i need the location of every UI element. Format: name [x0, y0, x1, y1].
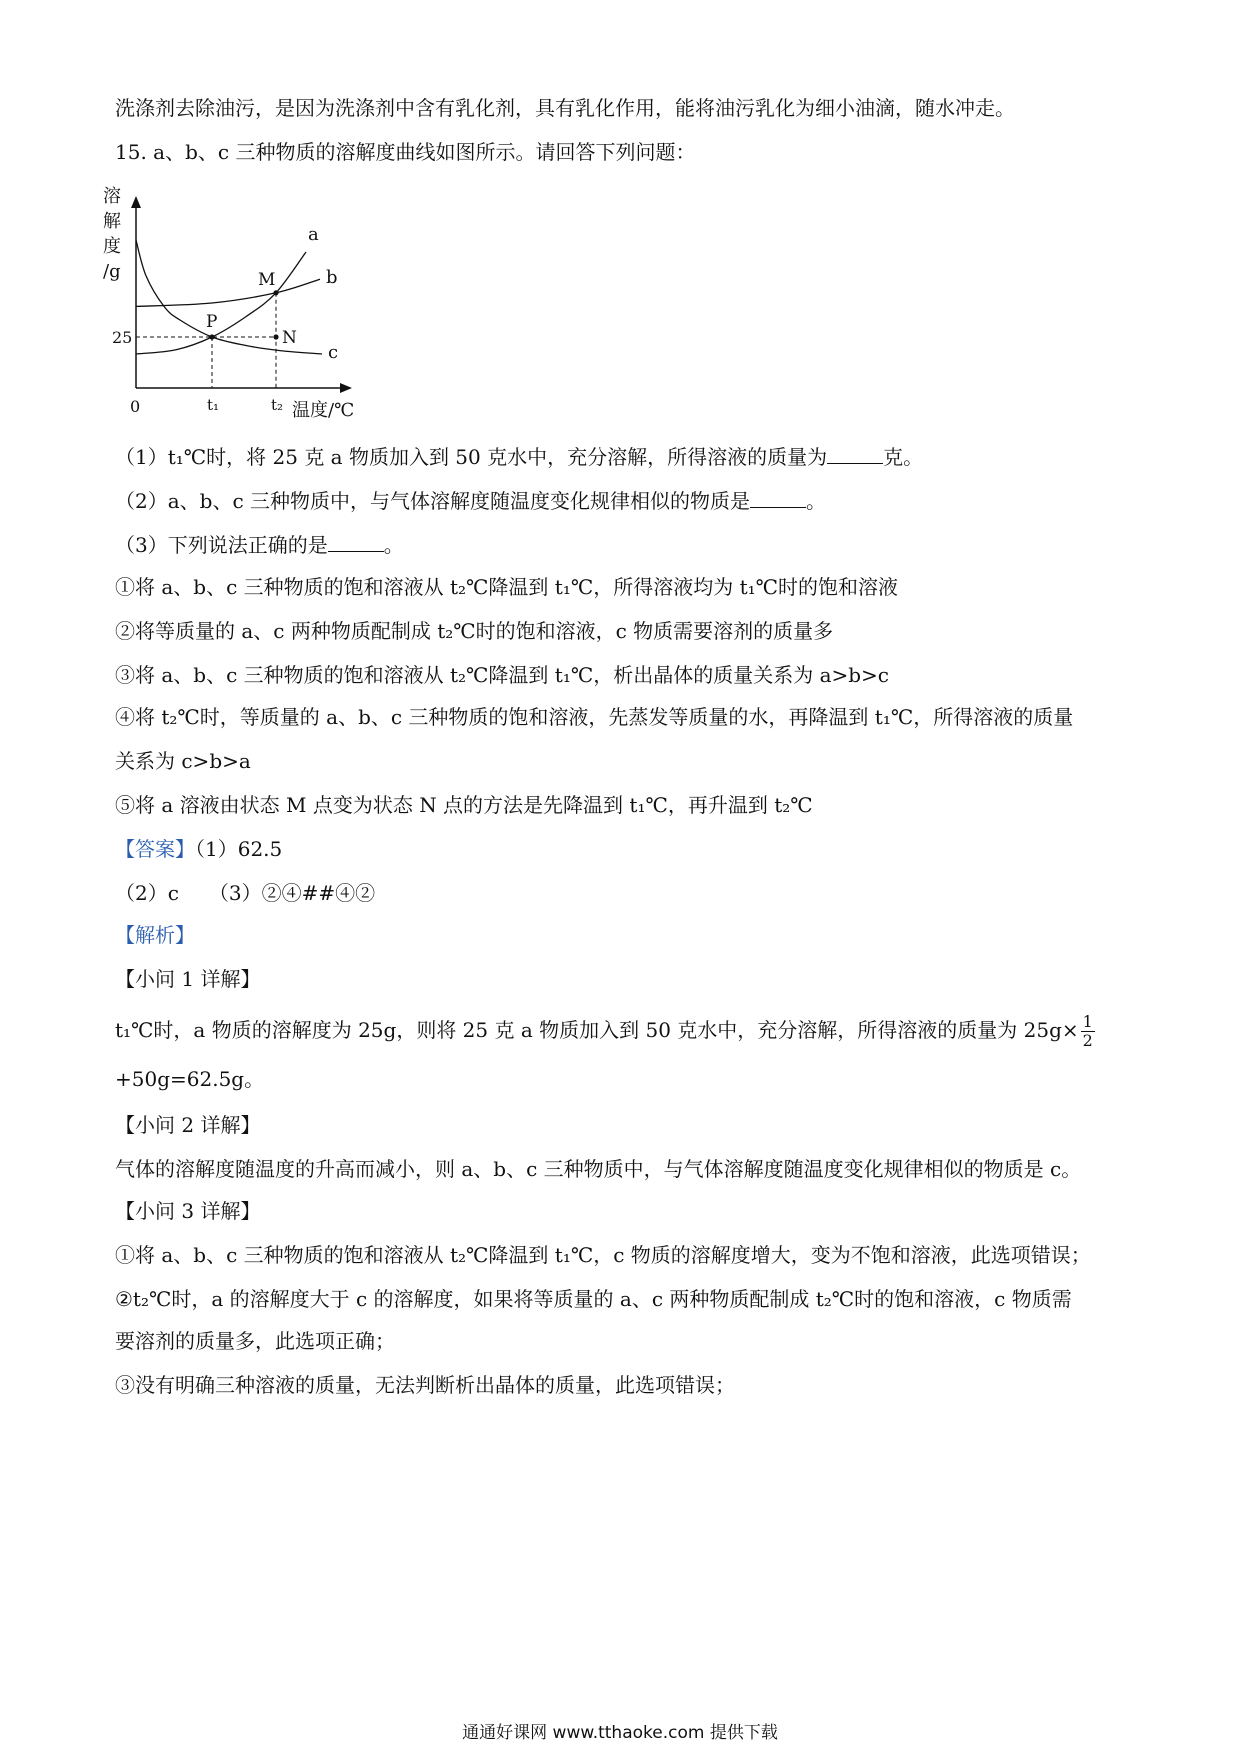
option-5: ⑤将 a 溶液由状态 M 点变为状态 N 点的方法是先降温到 t₁℃，再升温到 t₂℃ [115, 793, 813, 817]
question-3: （3）下列说法正确的是 。 [115, 533, 404, 557]
text-line: 洗涤剂去除油污，是因为洗涤剂中含有乳化剂，具有乳化作用，能将油污乳化为细小油滴，随水冲走。 [115, 96, 1015, 120]
point-N-label: N [282, 328, 297, 348]
option-3: ③将 a、b、c 三种物质的饱和溶液从 t₂℃降温到 t₁℃，析出晶体的质量关系为 a>b>c [115, 663, 890, 687]
x-axis-label: 温度/℃ [292, 400, 355, 421]
solubility-chart [103, 186, 402, 430]
point-N [273, 334, 278, 339]
y-tick-label: 25 [112, 328, 133, 347]
answer-blank [328, 533, 384, 552]
answer-line: 【答案】（1）62.5 [115, 837, 283, 861]
solution-line: t₁℃时，a 物质的溶解度为 25g，则将 25 克 a 物质加入到 50 克水中，充分溶解，所得溶液的质量为 25g× $\frac{1}{2}$ [115, 1012, 1093, 1050]
solution-line: 气体的溶解度随温度的升高而减小，则 a、b、c 三种物质中，与气体溶解度随温度变化规律相似的物质是 c。 [115, 1157, 1082, 1181]
series-b-label: b [326, 267, 338, 289]
origin-label: 0 [130, 397, 141, 416]
x-tick-label: t₂ [271, 396, 284, 414]
solution-line: ②t₂℃时，a 的溶解度大于 c 的溶解度，如果将等质量的 a、c 两种物质配制成 t₂℃时的饱和溶液，c 物质需 [115, 1287, 1072, 1311]
section-heading: 【小问 3 详解】 [115, 1199, 261, 1223]
section-heading: 【小问 1 详解】 [115, 967, 261, 991]
option-1: ①将 a、b、c 三种物质的饱和溶液从 t₂℃降温到 t₁℃，所得溶液均为 t₁℃时的饱和溶液 [115, 575, 898, 599]
analysis-tag: 【解析】 [115, 923, 195, 947]
point-P-label: P [206, 312, 218, 332]
y-axis-arrow [131, 196, 141, 208]
answer-line-2: （2）c （3）②④##④② [115, 881, 376, 905]
point-M [273, 290, 278, 295]
question-1: （1）t₁℃时，将 25 克 a 物质加入到 50 克水中，充分溶解，所得溶液的质量为 克。 [115, 445, 924, 469]
question-2: （2）a、b、c 三种物质中，与气体溶解度随温度变化规律相似的物质是 。 [115, 489, 827, 513]
series-a-label: a [308, 224, 319, 245]
series-c-label: c [328, 342, 339, 363]
option-4-cont: 关系为 c>b>a [115, 749, 251, 773]
answer-blank [750, 489, 806, 508]
y-axis-label: 度 [103, 236, 121, 257]
answer-blank [827, 445, 883, 464]
point-M-label: M [258, 269, 276, 290]
x-tick-label: t₁ [207, 396, 220, 414]
answer-tag: 【答案】 [115, 837, 195, 861]
y-axis-label: 解 [103, 211, 121, 232]
option-2: ②将等质量的 a、c 两种物质配制成 t₂℃时的饱和溶液，c 物质需要溶剂的质量多 [115, 619, 834, 643]
y-axis-label: /g [103, 261, 121, 282]
option-4: ④将 t₂℃时，等质量的 a、b、c 三种物质的饱和溶液，先蒸发等质量的水，再降温到 t₁℃，所得溶液的质量 [115, 705, 1074, 729]
x-axis-arrow [340, 383, 352, 393]
solution-line: ③没有明确三种溶液的质量，无法判断析出晶体的质量，此选项错误； [115, 1373, 735, 1397]
page-footer: 通通好课网 www.tthaoke.com 提供下载 [462, 1723, 778, 1743]
point-P [209, 334, 214, 339]
y-axis-label: 溶 [103, 186, 121, 207]
solution-line: +50g=62.5g。 [115, 1067, 265, 1091]
question-title: 15. a、b、c 三种物质的溶解度曲线如图所示。请回答下列问题： [115, 140, 696, 164]
fraction: $\frac{1}{2}$ [1082, 1012, 1093, 1050]
solution-line: ①将 a、b、c 三种物质的饱和溶液从 t₂℃降温到 t₁℃，c 物质的溶解度增大，变为不饱和溶液，此选项错误； [115, 1243, 1091, 1267]
solution-line: 要溶剂的质量多，此选项正确； [115, 1329, 395, 1353]
series-b-line [136, 279, 320, 306]
section-heading: 【小问 2 详解】 [115, 1113, 261, 1137]
